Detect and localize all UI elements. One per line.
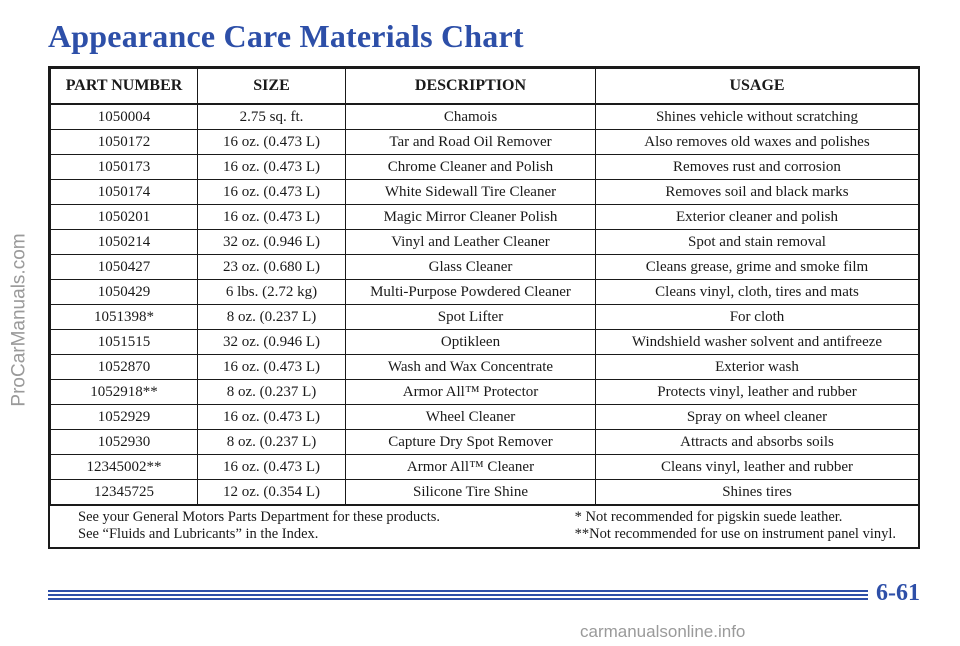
table-row [51, 455, 919, 480]
cell-description: White Sidewall Tire Cleaner [346, 180, 596, 205]
cell-usage: Spray on wheel cleaner [596, 405, 919, 430]
cell-part-number: 1052929 [51, 405, 198, 430]
cell-usage: Removes soil and black marks [596, 180, 919, 205]
side-watermark-text: ProCarManuals.com [9, 233, 31, 407]
footnote-right [575, 509, 896, 543]
cell-usage: Exterior wash [596, 355, 919, 380]
cell-size: 16 oz. (0.473 L) [198, 455, 346, 480]
cell-part-number: 1050201 [51, 205, 198, 230]
cell-description: Optikleen [346, 330, 596, 355]
table-row [51, 430, 919, 455]
cell-part-number: 1051515 [51, 330, 198, 355]
table-row [51, 180, 919, 205]
cell-description: Spot Lifter [346, 305, 596, 330]
cell-description: Vinyl and Leather Cleaner [346, 230, 596, 255]
bottom-watermark: carmanualsonline.info [580, 622, 746, 641]
materials-table [50, 68, 919, 505]
cell-part-number: 1052870 [51, 355, 198, 380]
cell-description: Wash and Wax Concentrate [346, 355, 596, 380]
table-row [51, 230, 919, 255]
cell-description: Tar and Road Oil Remover [346, 130, 596, 155]
footnote-fluids-reference: See “Fluids and Lubricants” in the Index. [78, 526, 319, 542]
cell-usage: Attracts and absorbs soils [596, 430, 919, 455]
cell-size: 32 oz. (0.946 L) [198, 230, 346, 255]
table-row [51, 380, 919, 405]
table-row [51, 255, 919, 280]
footer-rules [48, 590, 868, 602]
header-part-number: PART NUMBER [51, 69, 198, 105]
cell-description: Armor All™ Cleaner [346, 455, 596, 480]
cell-usage: Cleans vinyl, cloth, tires and mats [596, 280, 919, 305]
footnote-double-asterisk: **Not recommended for use on instrument panel vinyl. [574, 526, 896, 542]
footer-rule [48, 598, 868, 600]
cell-size: 16 oz. (0.473 L) [198, 355, 346, 380]
cell-usage: Exterior cleaner and polish [596, 205, 919, 230]
cell-description: Glass Cleaner [346, 255, 596, 280]
cell-usage: Windshield washer solvent and antifreeze [596, 330, 919, 355]
side-watermark [2, 160, 38, 480]
table-body [51, 104, 919, 505]
cell-description: Chrome Cleaner and Polish [346, 155, 596, 180]
header-size: SIZE [198, 69, 346, 105]
footnote-block [50, 505, 918, 547]
cell-part-number: 1050004 [51, 104, 198, 130]
table-row [51, 205, 919, 230]
care-materials-chart [48, 66, 920, 549]
cell-part-number: 1050429 [51, 280, 198, 305]
table-row [51, 480, 919, 505]
cell-size: 2.75 sq. ft. [198, 104, 346, 130]
cell-usage: Shines tires [596, 480, 919, 505]
table-row [51, 155, 919, 180]
cell-part-number: 1050427 [51, 255, 198, 280]
footnote-single-asterisk: * Not recommended for pigskin suede leather. [574, 509, 843, 525]
cell-size: 8 oz. (0.237 L) [198, 430, 346, 455]
cell-description: Chamois [346, 104, 596, 130]
cell-part-number: 1050173 [51, 155, 198, 180]
header-description: DESCRIPTION [346, 69, 596, 105]
page-title: Appearance Care Materials Chart [48, 18, 524, 54]
cell-size: 32 oz. (0.946 L) [198, 330, 346, 355]
cell-description: Capture Dry Spot Remover [346, 430, 596, 455]
cell-part-number: 1051398* [51, 305, 198, 330]
cell-usage: Spot and stain removal [596, 230, 919, 255]
cell-usage: Cleans grease, grime and smoke film [596, 255, 919, 280]
header-usage: USAGE [596, 69, 919, 105]
cell-usage: Cleans vinyl, leather and rubber [596, 455, 919, 480]
cell-size: 16 oz. (0.473 L) [198, 155, 346, 180]
cell-size: 8 oz. (0.237 L) [198, 380, 346, 405]
cell-part-number: 1050214 [51, 230, 198, 255]
cell-size: 16 oz. (0.473 L) [198, 130, 346, 155]
table-row [51, 130, 919, 155]
cell-usage: Removes rust and corrosion [596, 155, 919, 180]
cell-usage: Also removes old waxes and polishes [596, 130, 919, 155]
cell-usage: Protects vinyl, leather and rubber [596, 380, 919, 405]
table-row [51, 104, 919, 130]
header-row [51, 69, 919, 105]
table-row [51, 355, 919, 380]
cell-size: 16 oz. (0.473 L) [198, 180, 346, 205]
cell-description: Multi-Purpose Powdered Cleaner [346, 280, 596, 305]
cell-size: 23 oz. (0.680 L) [198, 255, 346, 280]
footer-rule [48, 590, 868, 592]
cell-description: Magic Mirror Cleaner Polish [346, 205, 596, 230]
cell-usage: For cloth [596, 305, 919, 330]
cell-description: Wheel Cleaner [346, 405, 596, 430]
cell-usage: Shines vehicle without scratching [596, 104, 919, 130]
footer-rule [48, 594, 868, 596]
cell-size: 8 oz. (0.237 L) [198, 305, 346, 330]
table-row [51, 330, 919, 355]
cell-part-number: 1052918** [51, 380, 198, 405]
table-row [51, 405, 919, 430]
cell-size: 16 oz. (0.473 L) [198, 405, 346, 430]
cell-size: 12 oz. (0.354 L) [198, 480, 346, 505]
cell-size: 16 oz. (0.473 L) [198, 205, 346, 230]
cell-part-number: 1052930 [51, 430, 198, 455]
table-row [51, 305, 919, 330]
cell-part-number: 12345002** [51, 455, 198, 480]
footnote-parts-department: See your General Motors Parts Department for these products. [78, 509, 440, 525]
cell-part-number: 1050174 [51, 180, 198, 205]
cell-part-number: 1050172 [51, 130, 198, 155]
cell-size: 6 lbs. (2.72 kg) [198, 280, 346, 305]
cell-part-number: 12345725 [51, 480, 198, 505]
table-row [51, 280, 919, 305]
cell-description: Silicone Tire Shine [346, 480, 596, 505]
cell-description: Armor All™ Protector [346, 380, 596, 405]
footnote-left [78, 509, 440, 543]
page-number: 6-61 [876, 580, 920, 606]
